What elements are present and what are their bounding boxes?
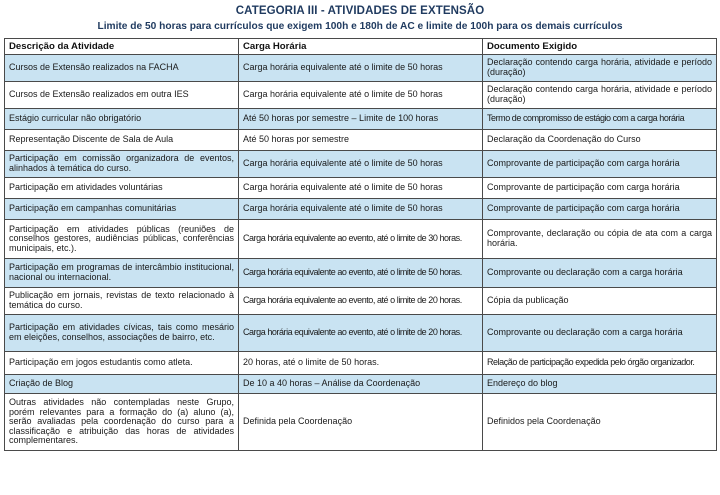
activities-table (4, 38, 717, 451)
cell-documento: Definidos pela Coordenação (483, 394, 717, 451)
cell-carga-horaria: Carga horária equivalente até o limite de 50 horas (239, 151, 483, 178)
cell-documento: Declaração contendo carga horária, atividade e período (duração) (483, 82, 717, 109)
cell-descricao: Participação em comissão organizadora de eventos, alinhados à temática do curso. (5, 151, 239, 178)
cell-descricao: Cursos de Extensão realizados na FACHA (5, 55, 239, 82)
cell-documento: Declaração da Coordenação do Curso (483, 130, 717, 151)
table-row (5, 151, 717, 178)
cell-documento: Comprovante ou declaração com a carga horária (483, 259, 717, 288)
cell-descricao: Representação Discente de Sala de Aula (5, 130, 239, 151)
table-row (5, 82, 717, 109)
page-title: CATEGORIA III - ATIVIDADES DE EXTENSÃO (235, 5, 485, 17)
header-documento: Documento Exigido (483, 39, 717, 55)
cell-carga-horaria: Carga horária equivalente ao evento, até o limite de 50 horas. (239, 259, 483, 288)
cell-carga-horaria: Definida pela Coordenação (239, 394, 483, 451)
cell-descricao: Participação em atividades públicas (reuniões de conselhos gestores, audiências públicas, conferências municipais, etc.). (5, 220, 239, 259)
table-row (5, 394, 717, 451)
cell-carga-horaria: Carga horária equivalente ao evento, até o limite de 30 horas. (239, 220, 483, 259)
cell-carga-horaria: Carga horária equivalente até o limite de 50 horas (239, 82, 483, 109)
cell-descricao: Cursos de Extensão realizados em outra IES (5, 82, 239, 109)
cell-carga-horaria: Carga horária equivalente ao evento, até o limite de 20 horas. (239, 288, 483, 315)
cell-documento: Comprovante ou declaração com a carga horária (483, 315, 717, 352)
cell-descricao: Outras atividades não contempladas neste Grupo, porém relevantes para a formação do (a) aluno (a), serão avaliadas pela coordenação do curso para a classificação e atribuição das horas de atividades complementares. (5, 394, 239, 451)
cell-carga-horaria: Carga horária equivalente até o limite de 50 horas (239, 199, 483, 220)
cell-descricao: Estágio curricular não obrigatório (5, 109, 239, 130)
table-row (5, 375, 717, 394)
cell-descricao: Criação de Blog (5, 375, 239, 394)
cell-documento: Declaração contendo carga horária, atividade e período (duração) (483, 55, 717, 82)
cell-documento: Comprovante de participação com carga horária (483, 178, 717, 199)
cell-descricao: Participação em jogos estudantis como atleta. (5, 352, 239, 375)
cell-descricao: Participação em atividades voluntárias (5, 178, 239, 199)
cell-carga-horaria: Carga horária equivalente até o limite de 50 horas (239, 55, 483, 82)
table-row (5, 178, 717, 199)
table-row (5, 259, 717, 288)
table-row (5, 288, 717, 315)
table-row (5, 199, 717, 220)
cell-descricao: Participação em campanhas comunitárias (5, 199, 239, 220)
cell-carga-horaria: Até 50 horas por semestre – Limite de 100 horas (239, 109, 483, 130)
table-row (5, 220, 717, 259)
cell-documento: Comprovante de participação com carga horária (483, 199, 717, 220)
cell-descricao: Participação em atividades cívicas, tais como mesário em eleições, conselhos, associações de bairro, etc. (5, 315, 239, 352)
table-header-row (5, 39, 717, 55)
table-row (5, 352, 717, 375)
cell-documento: Termo de compromisso de estágio com a carga horária (483, 109, 717, 130)
header-descricao: Descrição da Atividade (5, 39, 239, 55)
cell-documento: Comprovante, declaração ou cópia de ata com a carga horária. (483, 220, 717, 259)
cell-documento: Comprovante de participação com carga horária (483, 151, 717, 178)
cell-documento: Cópia da publicação (483, 288, 717, 315)
cell-carga-horaria: Carga horária equivalente ao evento, até o limite de 20 horas. (239, 315, 483, 352)
cell-documento: Relação de participação expedida pelo órgão organizador. (483, 352, 717, 375)
header-carga-horaria: Carga Horária (239, 39, 483, 55)
table-row (5, 55, 717, 82)
cell-carga-horaria: De 10 a 40 horas – Análise da Coordenação (239, 375, 483, 394)
cell-descricao: Publicação em jornais, revistas de texto relacionado à temática do curso. (5, 288, 239, 315)
table-row (5, 130, 717, 151)
cell-documento: Endereço do blog (483, 375, 717, 394)
cell-descricao: Participação em programas de intercâmbio institucional, nacional ou internacional. (5, 259, 239, 288)
cell-carga-horaria: 20 horas, até o limite de 50 horas. (239, 352, 483, 375)
table-row (5, 315, 717, 352)
page-subtitle: Limite de 50 horas para currículos que exigem 100h e 180h de AC e limite de 100h para os demais currículos (97, 21, 623, 32)
cell-carga-horaria: Até 50 horas por semestre (239, 130, 483, 151)
table-row (5, 109, 717, 130)
cell-carga-horaria: Carga horária equivalente até o limite de 50 horas (239, 178, 483, 199)
